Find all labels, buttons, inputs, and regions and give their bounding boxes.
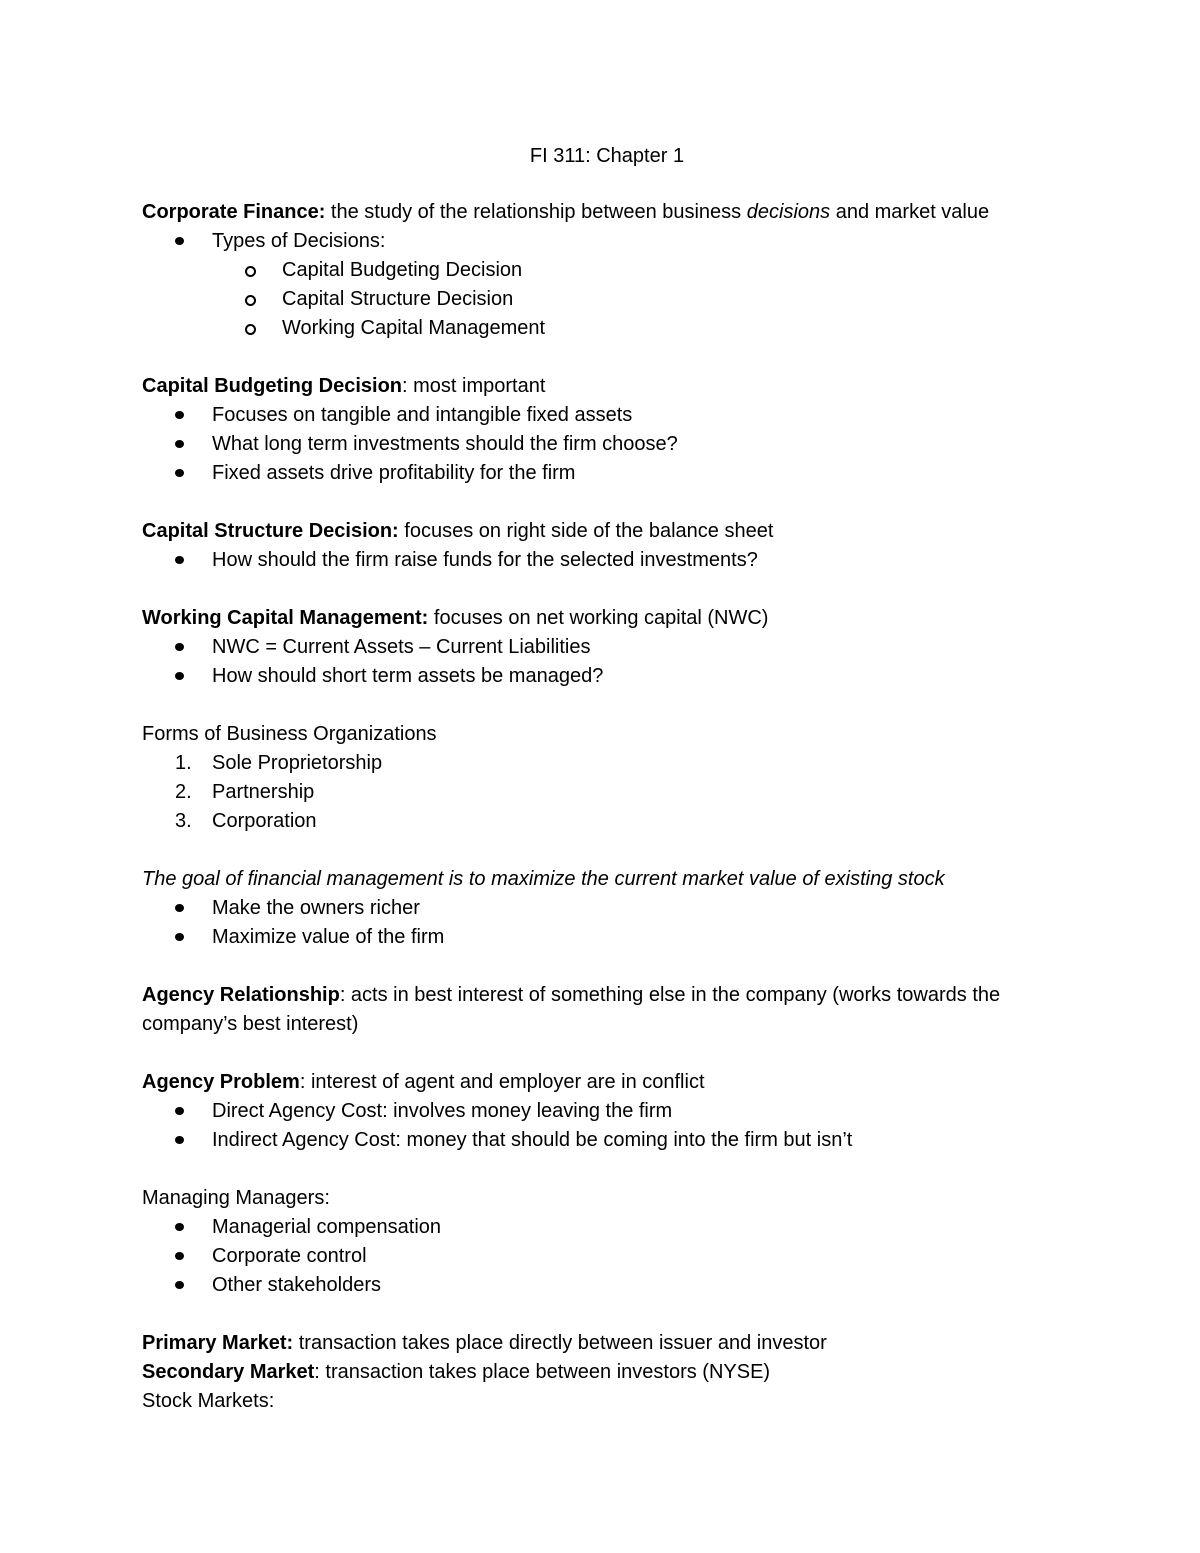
list-item: Corporate control: [142, 1242, 1072, 1271]
bullet-icon: [175, 933, 184, 941]
bullet-icon: [175, 1107, 184, 1115]
circle-bullet-icon: [245, 266, 256, 277]
list-item: What long term investments should the firm choose?: [142, 430, 1072, 459]
term: Agency Problem: [142, 1071, 300, 1093]
bullet-icon: [175, 1252, 184, 1260]
bullet-icon: [175, 440, 184, 448]
term: Secondary Market: [142, 1361, 315, 1383]
bullet-icon: [175, 904, 184, 912]
bullet-icon: [175, 643, 184, 651]
list-item: Capital Budgeting Decision: [142, 256, 1072, 285]
corporate-finance-definition: Corporate Finance: the study of the relationship between business decisions and market value: [142, 201, 990, 223]
goal-statement: The goal of financial management is to maximize the current market value of existing stock: [142, 868, 945, 890]
list-item: Indirect Agency Cost: money that should be coming into the firm but isn’t: [142, 1126, 1072, 1155]
term: Capital Structure Decision:: [142, 520, 399, 542]
term: Capital Budgeting Decision: [142, 375, 403, 397]
bullet-icon: [175, 556, 184, 564]
list-item: Focuses on tangible and intangible fixed assets: [142, 401, 1072, 430]
list-item: 2. Partnership: [175, 781, 315, 803]
list-item: How should the firm raise funds for the selected investments?: [142, 546, 1072, 575]
circle-bullet-icon: [245, 324, 256, 335]
list-item: Make the owners richer: [142, 894, 1072, 923]
primary-market-definition: Primary Market: transaction takes place directly between issuer and investor: [142, 1332, 827, 1354]
term: Primary Market:: [142, 1332, 294, 1354]
stock-markets-heading: Stock Markets:: [142, 1390, 275, 1412]
document-page: [142, 140, 1072, 1416]
list-item: Direct Agency Cost: involves money leaving the firm: [142, 1097, 1072, 1126]
list-item: NWC = Current Assets – Current Liabilities: [142, 633, 1072, 662]
bullet-icon: [175, 1136, 184, 1144]
bullet-icon: [175, 237, 184, 245]
agency-relationship-definition: Agency Relationship: acts in best interest of something else in the company (works towards the company’s best interest): [142, 984, 1001, 1035]
term: Corporate Finance:: [142, 201, 326, 223]
list-item: Working Capital Management: [142, 314, 1072, 343]
list-item: Fixed assets drive profitability for the firm: [142, 459, 1072, 488]
list-item: Capital Structure Decision: [142, 285, 1072, 314]
bullet-icon: [175, 672, 184, 680]
list-item: Types of Decisions:: [142, 227, 1072, 256]
capital-structure-definition: Capital Structure Decision: focuses on right side of the balance sheet: [142, 520, 774, 542]
capital-budgeting-definition: Capital Budgeting Decision: most important: [142, 375, 546, 397]
bullet-icon: [175, 411, 184, 419]
circle-bullet-icon: [245, 295, 256, 306]
list-item: 1. Sole Proprietorship: [175, 752, 383, 774]
bullet-icon: [175, 469, 184, 477]
list-item: How should short term assets be managed?: [142, 662, 1072, 691]
bullet-icon: [175, 1281, 184, 1289]
bullet-icon: [175, 1223, 184, 1231]
term: Working Capital Management:: [142, 607, 429, 629]
list-item: Other stakeholders: [142, 1271, 1072, 1300]
page-title: FI 311: Chapter 1: [529, 145, 685, 167]
business-forms-heading: Forms of Business Organizations: [142, 723, 437, 745]
list-item: Managerial compensation: [142, 1213, 1072, 1242]
list-item: 3. Corporation: [175, 810, 317, 832]
agency-problem-definition: Agency Problem: interest of agent and employer are in conflict: [142, 1071, 705, 1093]
managing-managers-heading: Managing Managers:: [142, 1187, 330, 1209]
term: Agency Relationship: [142, 984, 340, 1006]
list-item: Maximize value of the firm: [142, 923, 1072, 952]
working-capital-definition: Working Capital Management: focuses on net working capital (NWC): [142, 607, 769, 629]
secondary-market-definition: Secondary Market: transaction takes place between investors (NYSE): [142, 1361, 771, 1383]
